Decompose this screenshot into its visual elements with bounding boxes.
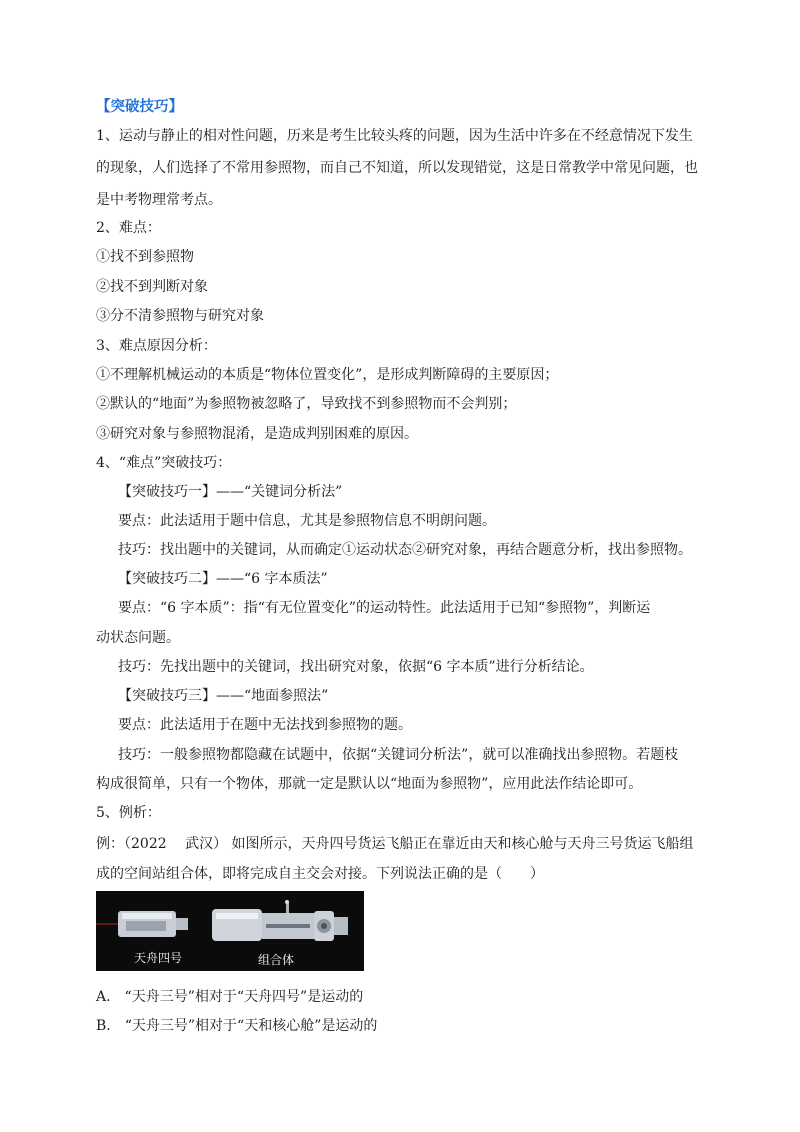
example-heading: 5、例析： [96,805,161,821]
technique-1-point: 要点：此法适用于题中信息，尤其是参照物信息不明朗问题。 [118,513,496,529]
technique-2-point-line-2: 动状态问题。 [96,630,180,646]
technique-3-skill-line-1: 技巧：一般参照物都隐藏在试题中，依据“关键词分析法”，就可以准确找出参照物。若题枝 [118,747,679,763]
paragraph-1-line-2: 的现象，人们选择了不常用参照物，而自己不知道，所以发现错觉，这是日常教学中常见问题，也 [96,160,698,176]
technique-2-point-line-1: 要点：“6 字本质”：指“有无位置变化”的运动特性。此法适用于已知“参照物”，判断运 [118,600,651,616]
difficulty-item-1: ①找不到参照物 [96,249,194,265]
technique-1-title: 【突破技巧一】——“关键词分析法” [118,484,343,500]
technique-3-skill-line-2: 构成很简单，只有一个物体，那就一定是默认以“地面为参照物”，应用此法作结论即可。 [96,776,643,792]
section-heading: 【突破技巧】 [96,98,183,115]
cause-heading: 3、难点原因分析： [96,338,217,354]
difficulty-heading: 2、难点： [96,220,161,236]
example-question-line-2: 成的空间站组合体，即将完成自主交会对接。下列说法正确的是（ ） [96,866,544,882]
image-label-combined: 组合体 [258,953,295,967]
technique-1-skill: 技巧：找出题中的关键词，从而确定①运动状态②研究对象，再结合题意分析，找出参照物。 [118,542,692,558]
option-b: B. “天舟三号”相对于“天和核心舱”是运动的 [96,1018,378,1034]
option-a: A. “天舟三号”相对于“天舟四号”是运动的 [96,989,364,1005]
cause-item-1: ①不理解机械运动的本质是“物体位置变化”，是形成判断障碍的主要原因； [96,367,559,383]
technique-2-title: 【突破技巧二】——“6 字本质法” [118,571,328,587]
difficulty-item-3: ③分不清参照物与研究对象 [96,308,264,324]
space-station-image [96,891,364,971]
technique-3-title: 【突破技巧三】——“地面参照法” [118,688,329,704]
paragraph-1-line-1: 1、运动与静止的相对性问题，历来是考生比较头疼的问题，因为生活中许多在不经意情况下发生 [96,128,693,144]
image-label-tianzhou4: 天舟四号 [134,951,183,965]
cause-item-3: ③研究对象与参照物混淆，是造成判别困难的原因。 [96,426,418,442]
technique-3-point: 要点：此法适用于在题中无法找到参照物的题。 [118,717,412,733]
technique-heading: 4、“难点”突破技巧： [96,455,232,471]
cause-item-2: ②默认的“地面”为参照物被忽略了，导致找不到参照物而不会判别； [96,396,517,412]
example-question-line-1: 例：（2022 武汉） 如图所示，天舟四号货运飞船正在靠近由天和核心舱与天舟三号货运飞船组 [96,836,694,852]
paragraph-1-line-3: 是中考物理常考点。 [96,192,222,208]
difficulty-item-2: ②找不到判断对象 [96,279,208,295]
technique-2-skill: 技巧：先找出题中的关键词，找出研究对象，依据“6 字本质”进行分析结论。 [118,659,594,675]
